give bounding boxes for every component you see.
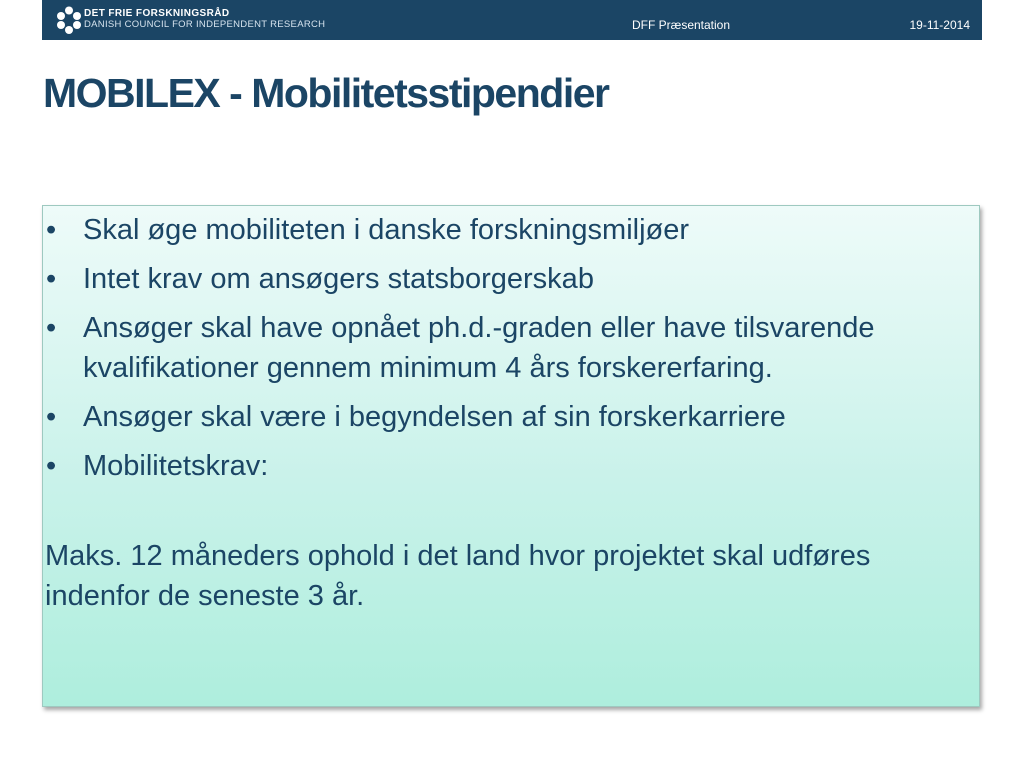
bullet-item [43, 259, 973, 299]
header-bar [42, 0, 982, 40]
bullet-dot: • [46, 312, 57, 344]
bullet-dot: • [46, 401, 57, 433]
bullet-item [43, 308, 973, 388]
bullet-item [43, 397, 973, 437]
bullet-item [43, 446, 973, 486]
bullet-dot: • [46, 263, 57, 295]
dff-logo-icon [56, 6, 82, 34]
logo-text [84, 8, 325, 30]
slide-title: MOBILEX - Mobilitetsstipendier [43, 70, 609, 116]
bullet-text: Mobilitetskrav: [83, 450, 269, 482]
bullet-dot: • [46, 214, 57, 246]
org-subtitle: DANISH COUNCIL FOR INDEPENDENT RESEARCH [84, 19, 326, 30]
bullet-dot: • [46, 450, 57, 482]
bullet-item [43, 210, 973, 250]
bullet-text: Skal øge mobiliteten i danske forskningsmiljøer [83, 214, 690, 246]
content-box [42, 205, 980, 707]
date-label: 19-11-2014 [909, 18, 970, 32]
bullet-text: Intet krav om ansøgers statsborgerskab [83, 263, 594, 295]
presentation-label: DFF Præsentation [632, 18, 731, 32]
bullet-text: Ansøger skal have opnået ph.d.-graden eller have tilsvarende kvalifikationer gennem minimum 4 års forskererfaring. [83, 312, 875, 384]
bullet-text: Ansøger skal være i begyndelsen af sin forskerkarriere [83, 401, 786, 433]
mobility-paragraph: Maks. 12 måneders ophold i det land hvor projektet skal udføres indenfor de seneste 3 år. [45, 540, 871, 612]
bullet-list [43, 210, 973, 495]
org-name: DET FRIE FORSKNINGSRÅD [84, 8, 230, 19]
